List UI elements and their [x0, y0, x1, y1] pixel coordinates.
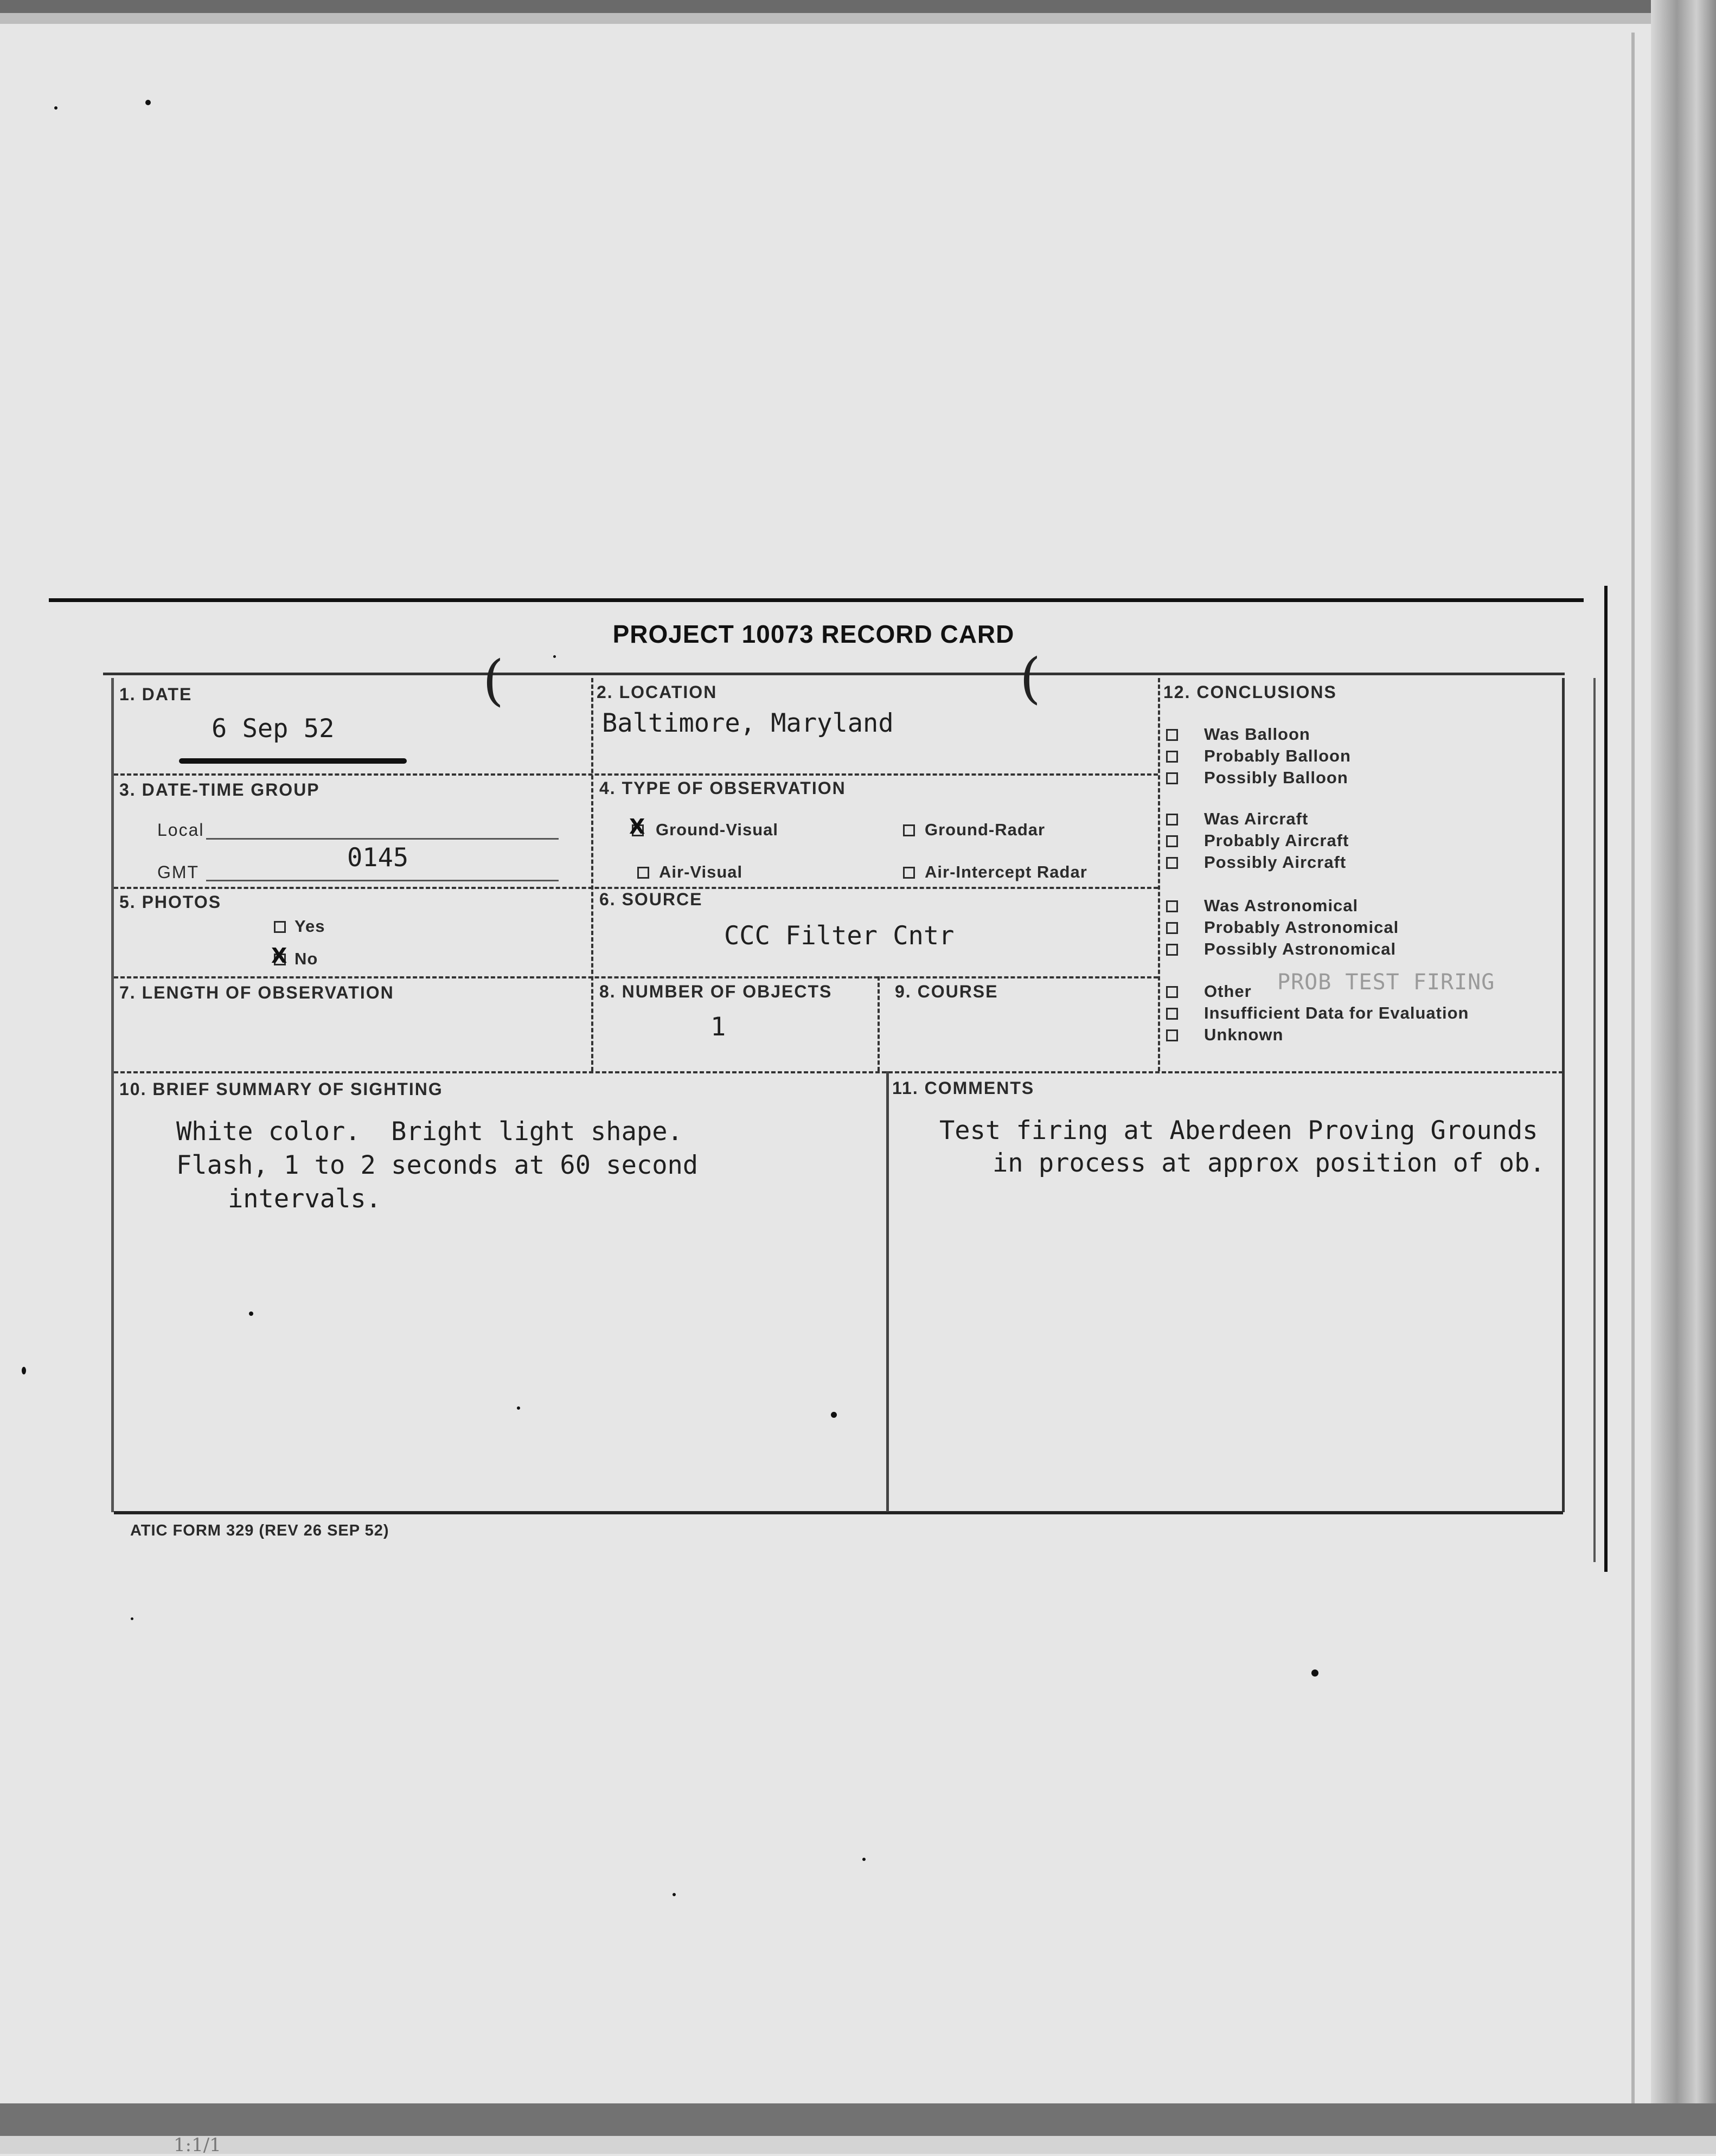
checkbox-conclusion[interactable] [1166, 751, 1178, 763]
conclusion-label: Other [1204, 982, 1252, 1001]
option-air-intercept-radar[interactable] [903, 862, 1087, 882]
dust-speck [54, 106, 57, 110]
card-title: PROJECT 10073 RECORD CARD [612, 620, 1015, 648]
date-label: 1. DATE [119, 684, 193, 704]
conclusions-label: 12. CONCLUSIONS [1163, 682, 1337, 702]
conclusion-possibly-balloon[interactable] [1166, 768, 1348, 788]
rule-col-c [878, 976, 880, 1071]
dtg-label: 3. DATE-TIME GROUP [119, 780, 320, 799]
checkbox-photos-yes[interactable] [274, 921, 286, 933]
date-value: 6 Sep 52 [212, 714, 335, 744]
rule-col-d [886, 1071, 889, 1512]
scan-right-edge [1651, 0, 1716, 2154]
option-air-visual[interactable] [637, 862, 742, 882]
dtg-local-label: Local [157, 820, 204, 840]
checkbox-ground-radar[interactable] [903, 824, 915, 836]
dust-speck [249, 1311, 253, 1316]
dtg-local-line [206, 838, 559, 840]
scan-right-rule [1631, 33, 1635, 2115]
form-left-border [111, 678, 114, 1512]
photos-label: 5. PHOTOS [119, 892, 222, 912]
checkbox-conclusion[interactable] [1166, 900, 1178, 912]
conclusion-label: Probably Astronomical [1204, 918, 1399, 937]
checkbox-conclusion[interactable] [1166, 1029, 1178, 1041]
scan-top-edge-light [0, 13, 1716, 24]
check-mark-photos-no: X [271, 944, 287, 968]
checkbox-conclusion[interactable] [1166, 986, 1178, 998]
form-bottom-border [114, 1511, 1563, 1514]
form-top-border [103, 673, 1565, 675]
form-id: ATIC FORM 329 (REV 26 SEP 52) [130, 1522, 389, 1539]
option-label: Air-Intercept Radar [925, 862, 1087, 881]
rule-col-b [1158, 678, 1160, 1071]
dtg-gmt-line [206, 880, 559, 881]
comments-line-2: in process at approx position of ob. [993, 1148, 1545, 1178]
scan-top-edge [0, 0, 1716, 13]
rule-row4 [114, 1071, 1563, 1073]
conclusion-label: Possibly Balloon [1204, 768, 1348, 787]
summary-label: 10. BRIEF SUMMARY OF SIGHTING [119, 1079, 443, 1099]
checkbox-conclusion[interactable] [1166, 944, 1178, 956]
dtg-gmt-label: GMT [157, 862, 200, 882]
conclusion-insufficient-data[interactable] [1166, 1003, 1469, 1023]
conclusion-label: Unknown [1204, 1025, 1284, 1044]
rule-row1 [114, 773, 1158, 776]
summary-line-2: Flash, 1 to 2 seconds at 60 second [176, 1150, 699, 1180]
course-label: 9. COURSE [895, 982, 998, 1001]
conclusion-label: Insufficient Data for Evaluation [1204, 1003, 1469, 1022]
option-photos-yes[interactable] [274, 917, 325, 936]
dust-speck [831, 1412, 837, 1418]
comments-label: 11. COMMENTS [892, 1078, 1035, 1098]
form-right-border [1562, 678, 1565, 1512]
option-label: Ground-Visual [656, 820, 779, 839]
left-paren-mark: ( [483, 649, 504, 712]
conclusion-label: Was Aircraft [1204, 809, 1309, 828]
location-value: Baltimore, Maryland [602, 708, 894, 738]
dust-speck [131, 1617, 133, 1620]
conclusion-label: Possibly Aircraft [1204, 853, 1347, 872]
dust-speck [673, 1893, 676, 1896]
option-label: Yes [294, 917, 325, 936]
checkbox-conclusion[interactable] [1166, 857, 1178, 869]
option-ground-visual[interactable] [632, 820, 778, 840]
checkbox-air-intercept-radar[interactable] [903, 867, 915, 879]
check-mark-ground-visual: X [629, 815, 645, 839]
option-label: Air-Visual [659, 862, 743, 881]
option-label: No [294, 949, 318, 968]
right-paren-mark: ( [1020, 647, 1041, 710]
conclusion-possibly-astronomical[interactable] [1166, 939, 1396, 959]
conclusion-was-aircraft[interactable] [1166, 809, 1308, 829]
rule-row2 [114, 887, 1158, 889]
dust-speck [22, 1367, 26, 1374]
summary-line-1: White color. Bright light shape. [176, 1117, 683, 1147]
conclusion-probably-aircraft[interactable] [1166, 831, 1349, 850]
length-label: 7. LENGTH OF OBSERVATION [119, 983, 394, 1002]
conclusion-other-value: PROB TEST FIRING [1277, 970, 1495, 995]
option-label: Ground-Radar [925, 820, 1046, 839]
conclusion-label: Possibly Astronomical [1204, 939, 1397, 958]
checkbox-conclusion[interactable] [1166, 835, 1178, 847]
conclusion-was-balloon[interactable] [1166, 725, 1310, 744]
checkbox-conclusion[interactable] [1166, 1008, 1178, 1020]
observation-type-label: 4. TYPE OF OBSERVATION [599, 778, 846, 798]
margin-mark: 1:1/1 [174, 2134, 221, 2156]
dust-speck [145, 100, 151, 105]
scan-bottom-edge [0, 2103, 1716, 2136]
conclusion-probably-balloon[interactable] [1166, 746, 1351, 766]
objects-value: 1 [710, 1012, 726, 1042]
checkbox-conclusion[interactable] [1166, 772, 1178, 784]
card-right-rule [1604, 586, 1608, 1572]
comments-line-1: Test firing at Aberdeen Proving Grounds [939, 1116, 1538, 1146]
checkbox-conclusion[interactable] [1166, 922, 1178, 934]
option-ground-radar[interactable] [903, 820, 1045, 840]
date-underline-mark [179, 758, 407, 764]
objects-label: 8. NUMBER OF OBJECTS [599, 982, 833, 1001]
checkbox-air-visual[interactable] [637, 867, 649, 879]
checkbox-conclusion[interactable] [1166, 814, 1178, 826]
conclusion-unknown[interactable] [1166, 1025, 1284, 1045]
source-label: 6. SOURCE [599, 890, 703, 909]
conclusion-label: Was Astronomical [1204, 896, 1359, 915]
rule-col-a [591, 678, 593, 1071]
conclusion-label: Probably Balloon [1204, 746, 1351, 765]
dtg-gmt-value: 0145 [347, 843, 409, 873]
rule-row3 [114, 976, 1158, 978]
summary-line-3: intervals. [228, 1184, 381, 1214]
conclusion-was-astronomical[interactable] [1166, 896, 1358, 916]
conclusion-label: Probably Aircraft [1204, 831, 1349, 850]
dust-speck [517, 1406, 520, 1410]
card-top-rule [49, 598, 1584, 602]
dust-speck [1311, 1669, 1318, 1677]
location-label: 2. LOCATION [597, 682, 718, 702]
dust-speck [862, 1858, 866, 1861]
card-right-rule-inner [1593, 678, 1596, 1562]
scan-bottom-edge-light [0, 2136, 1716, 2154]
conclusion-probably-astronomical[interactable] [1166, 918, 1399, 937]
checkbox-conclusion[interactable] [1166, 729, 1178, 741]
conclusion-other[interactable] [1166, 982, 1252, 1001]
source-value: CCC Filter Cntr [724, 921, 955, 951]
conclusion-label: Was Balloon [1204, 725, 1310, 744]
dust-speck [553, 655, 556, 658]
conclusion-possibly-aircraft[interactable] [1166, 853, 1346, 872]
